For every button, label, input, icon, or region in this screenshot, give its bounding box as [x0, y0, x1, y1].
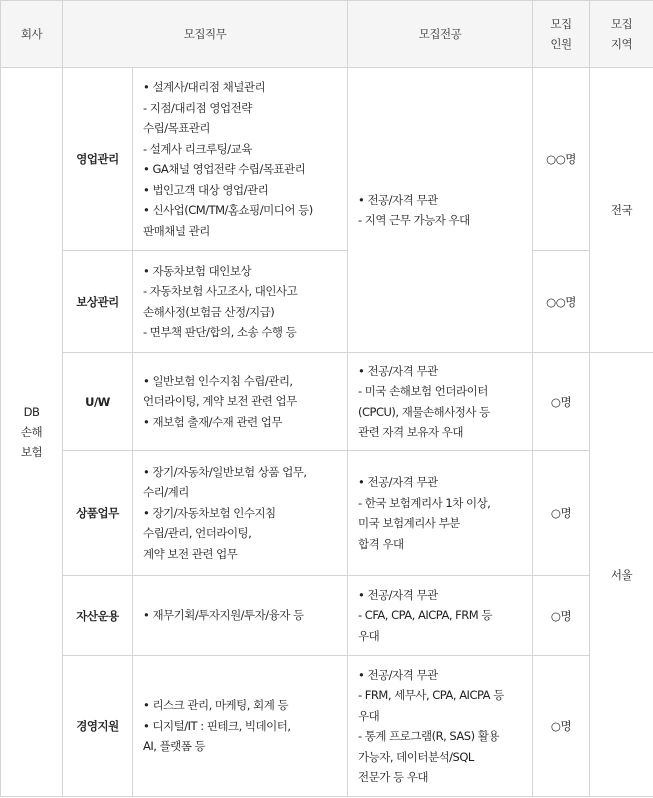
major-item: • 전공/자격 무관 — [358, 192, 438, 207]
major-item: 관련 자격 보유자 우대 — [358, 425, 463, 439]
header-major: 모집전공 — [348, 1, 533, 68]
duty-item: - 지점/대리점 영업전략 — [143, 100, 252, 115]
table-row — [1, 68, 653, 251]
header-headcount — [533, 1, 590, 68]
headcount-cell: ○○명 — [533, 251, 590, 353]
majors-cell — [348, 353, 533, 451]
table-row — [1, 576, 653, 656]
company-line: 보험 — [20, 445, 43, 459]
table-row — [1, 656, 653, 797]
header-job: 모집직무 — [63, 1, 348, 68]
major-item: • 전공/자격 무관 — [358, 363, 438, 378]
dept-name: 경영지원 — [63, 656, 133, 797]
company-line: 손해 — [20, 425, 43, 439]
duty-item: AI, 플랫폼 등 — [143, 739, 206, 754]
dept-name: 상품업무 — [63, 451, 133, 576]
duty-item: • 장기/자동차보험 인수지침 — [143, 505, 276, 520]
header-headcount-line1: 모집 — [550, 17, 572, 31]
major-item: • 전공/자격 무관 — [358, 667, 438, 682]
duty-item: • 신사업(CM/TM/홈쇼핑/미디어 등) — [143, 203, 313, 217]
duty-item: 계약 보전 관련 업무 — [143, 546, 238, 561]
duty-item: 언더라이팅, 계약 보전 관련 업무 — [143, 394, 297, 409]
duty-item: - 설계사 리크루팅/교육 — [143, 141, 252, 156]
dept-name: 자산운용 — [63, 576, 133, 656]
major-item: (CPCU), 재물손해사정사 등 — [358, 404, 490, 419]
duty-item: - 면부책 판단/합의, 소송 수행 등 — [143, 325, 297, 339]
duty-item: 수립/관리, 언더라이팅, — [143, 526, 252, 541]
duty-item: - 자동차보험 사고조사, 대인사고 — [143, 284, 298, 298]
majors-cell — [348, 68, 533, 353]
region-cell: 전국 — [590, 68, 653, 353]
major-item: 전문가 등 우대 — [358, 770, 428, 784]
region-cell: 서울 — [590, 353, 653, 797]
major-item: • 전공/자격 무관 — [358, 475, 438, 489]
headcount-cell: ○명 — [533, 451, 590, 576]
duty-item: • 일반보험 인수지침 수립/관리, — [143, 373, 293, 388]
headcount-cell: ○명 — [533, 353, 590, 451]
duties-cell — [133, 576, 348, 656]
duty-item: 손해사정(보험금 산정/지급) — [143, 304, 275, 319]
header-headcount-line2: 인원 — [550, 37, 572, 51]
duties-cell — [133, 353, 348, 451]
majors-cell — [348, 451, 533, 576]
major-item: - CFA, CPA, AICPA, FRM 등 — [358, 608, 492, 623]
header-row — [1, 1, 653, 68]
duty-item: • GA채널 영업전략 수립/목표관리 — [143, 162, 306, 176]
duty-item: 수리/계리 — [143, 485, 189, 500]
major-item: - 통계 프로그램(R, SAS) 활용 — [358, 729, 499, 743]
duties-cell — [133, 251, 348, 353]
major-item: 미국 보험계리사 부분 — [358, 516, 460, 530]
majors-cell — [348, 576, 533, 656]
duty-item: • 재보험 출재/수재 관련 업무 — [143, 414, 282, 429]
majors-cell — [348, 656, 533, 797]
duty-item: • 재무기획/투자지원/투자/융자 등 — [143, 608, 304, 623]
duty-item: • 장기/자동차/일반보험 상품 업무, — [143, 464, 307, 479]
major-item: 우대 — [358, 628, 380, 643]
company-line: DB — [23, 405, 40, 419]
duty-item: • 법인고객 대상 영업/관리 — [143, 182, 269, 197]
duty-item: 수립/목표관리 — [143, 121, 211, 135]
major-item: 합격 우대 — [358, 536, 404, 551]
major-item: 가능자, 데이터분석/SQL — [358, 749, 474, 764]
header-region — [590, 1, 653, 68]
major-item: - 한국 보험계리사 1차 이상, — [358, 495, 491, 510]
headcount-cell: ○명 — [533, 656, 590, 797]
headcount-cell: ○○명 — [533, 68, 590, 251]
header-company: 회사 — [1, 1, 63, 68]
major-item: 우대 — [358, 708, 380, 723]
duties-cell — [133, 68, 348, 251]
header-region-line1: 모집 — [610, 17, 633, 31]
major-item: • 전공/자격 무관 — [358, 587, 438, 602]
major-item: - FRM, 세무사, CPA, AICPA 등 — [358, 688, 504, 702]
duty-item: • 자동차보험 대인보상 — [143, 263, 252, 278]
table-row — [1, 353, 653, 451]
dept-name: 영업관리 — [63, 68, 133, 251]
duty-item: 판매채널 관리 — [143, 223, 210, 238]
major-item: - 미국 손해보험 언더라이터 — [358, 384, 488, 398]
table-row — [1, 251, 653, 353]
duties-cell — [133, 656, 348, 797]
duty-item: • 설계사/대리점 채널관리 — [143, 80, 266, 94]
headcount-cell: ○명 — [533, 576, 590, 656]
duty-item: • 디지털/IT : 핀테크, 빅데이터, — [143, 718, 291, 733]
table-row — [1, 451, 653, 576]
major-item: - 지역 근무 가능자 우대 — [358, 213, 470, 227]
duties-cell — [133, 451, 348, 576]
duty-item: • 리스크 관리, 마케팅, 회계 등 — [143, 698, 289, 713]
header-region-line2: 지역 — [610, 37, 633, 51]
company-cell — [1, 68, 63, 797]
dept-name: U/W — [63, 353, 133, 451]
dept-name: 보상관리 — [63, 251, 133, 353]
